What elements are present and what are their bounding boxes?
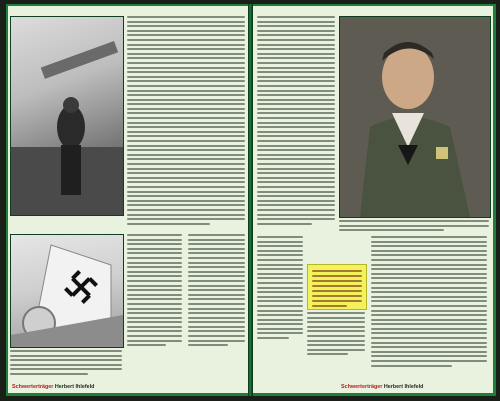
photo-aircraft-tail-swastika xyxy=(10,234,124,348)
magazine-spread xyxy=(6,4,496,396)
left-text-column-3 xyxy=(188,234,245,349)
right-text-column-4 xyxy=(371,236,487,369)
portrait-photo xyxy=(339,16,491,218)
right-text-column-3 xyxy=(307,312,365,358)
footer-series: Schwerterträger xyxy=(12,384,54,390)
right-page xyxy=(253,6,493,393)
photo-pilot-aircraft xyxy=(10,16,124,216)
left-page xyxy=(8,6,248,393)
pull-quote-box xyxy=(307,264,367,310)
left-photo-caption xyxy=(10,350,122,378)
portrait-caption xyxy=(339,220,489,234)
left-text-column-1 xyxy=(127,16,245,227)
right-text-column-1 xyxy=(257,16,335,227)
footer-name: Herbert Ihlefeld xyxy=(54,384,95,390)
left-page-footer xyxy=(12,384,94,390)
footer-name: Herbert Ihlefeld xyxy=(383,384,424,390)
right-text-column-2 xyxy=(257,236,303,342)
right-page-footer xyxy=(341,384,423,390)
left-text-column-2 xyxy=(127,234,182,349)
footer-series: Schwerterträger xyxy=(341,384,383,390)
